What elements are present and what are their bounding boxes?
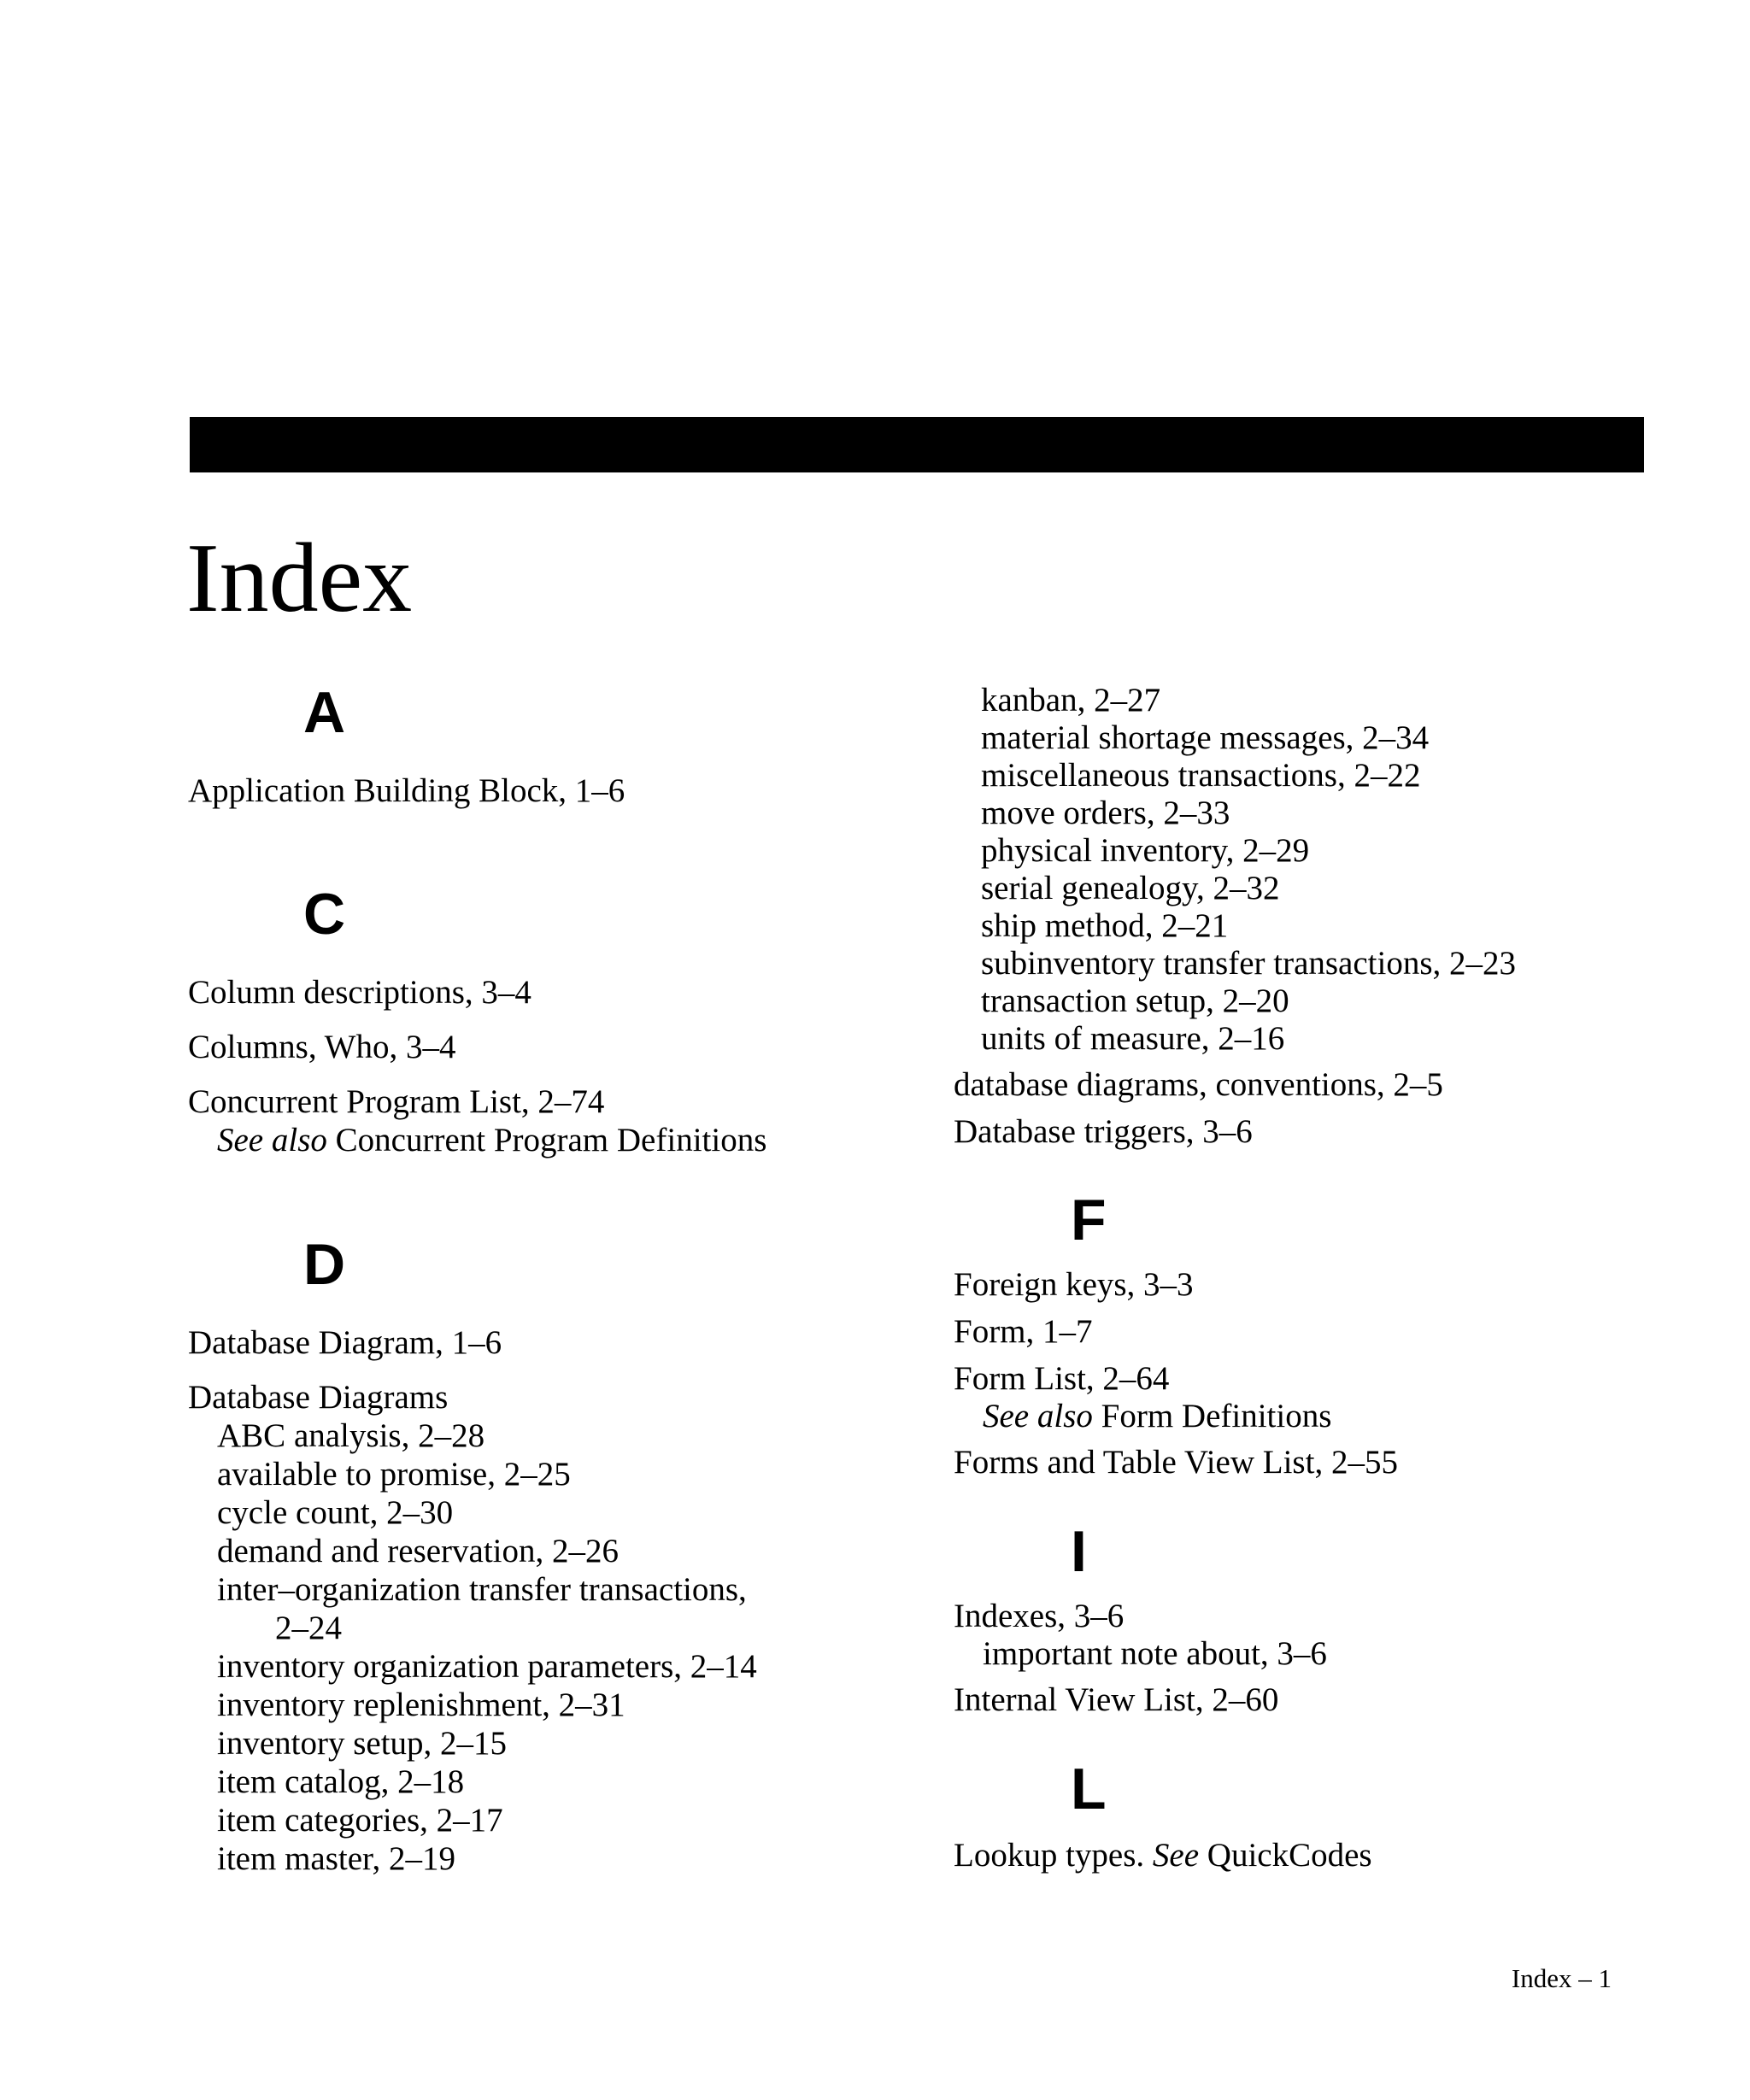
index-subentry: subinventory transfer transactions, 2–23 <box>981 945 1517 982</box>
section-letter-i: I <box>1071 1519 1087 1584</box>
page-title: Index <box>186 524 413 633</box>
index-entry: Forms and Table View List, 2–55 <box>954 1444 1398 1481</box>
index-entry: Database triggers, 3–6 <box>954 1113 1253 1150</box>
index-entry: Form, 1–7 <box>954 1313 1093 1350</box>
index-entry: Concurrent Program List, 2–74 <box>188 1083 605 1120</box>
header-rule <box>190 417 1644 472</box>
index-entry: Column descriptions, 3–4 <box>188 974 531 1011</box>
index-subentry: item categories, 2–17 <box>217 1802 503 1839</box>
index-subentry: inventory replenishment, 2–31 <box>217 1686 625 1723</box>
section-letter-a: A <box>303 680 346 745</box>
index-entry: Indexes, 3–6 <box>954 1598 1125 1634</box>
section-letter-c: C <box>303 882 346 947</box>
index-subentry: material shortage messages, 2–34 <box>981 719 1430 756</box>
index-subentry: available to promise, 2–25 <box>217 1456 571 1493</box>
index-subentry: inventory setup, 2–15 <box>217 1725 508 1762</box>
see-also-entry <box>983 1398 1331 1435</box>
index-subentry-continuation: 2–24 <box>275 1610 342 1646</box>
index-entry: Form List, 2–64 <box>954 1360 1170 1397</box>
section-letter-l: L <box>1071 1757 1107 1821</box>
see-also-entry <box>217 1122 766 1159</box>
index-subentry: item master, 2–19 <box>217 1840 455 1877</box>
see-also-target: Concurrent Program Definitions <box>326 1122 767 1159</box>
index-subentry: physical inventory, 2–29 <box>981 832 1310 869</box>
index-subentry: move orders, 2–33 <box>981 795 1230 831</box>
index-subentry: item catalog, 2–18 <box>217 1763 465 1800</box>
section-letter-f: F <box>1071 1188 1107 1252</box>
index-entry: Database Diagram, 1–6 <box>188 1324 502 1361</box>
see-also-target: Form Definitions <box>1092 1398 1332 1434</box>
section-letter-d: D <box>303 1232 346 1297</box>
index-entry: Application Building Block, 1–6 <box>188 772 625 809</box>
index-subentry: transaction setup, 2–20 <box>981 983 1289 1019</box>
index-entry: database diagrams, conventions, 2–5 <box>954 1066 1443 1103</box>
index-subentry: demand and reservation, 2–26 <box>217 1533 620 1569</box>
index-entry <box>954 1837 1372 1874</box>
index-subentry: inventory organization parameters, 2–14 <box>217 1648 757 1685</box>
index-subentry: important note about, 3–6 <box>983 1635 1327 1672</box>
page-footer: Index – 1 <box>1511 1963 1612 1993</box>
index-entry: Foreign keys, 3–3 <box>954 1266 1194 1303</box>
index-subentry: serial genealogy, 2–32 <box>981 870 1280 906</box>
index-entry: Columns, Who, 3–4 <box>188 1029 456 1065</box>
index-entry: Internal View List, 2–60 <box>954 1681 1279 1718</box>
index-subentry: ship method, 2–21 <box>981 907 1229 944</box>
see-also-label: See also <box>983 1398 1093 1434</box>
index-entry: Database Diagrams <box>188 1379 449 1416</box>
see-target: QuickCodes <box>1199 1837 1372 1874</box>
index-subentry: cycle count, 2–30 <box>217 1494 454 1531</box>
index-subentry: inter–organization transfer transactions, <box>217 1571 747 1608</box>
index-subentry: miscellaneous transactions, 2–22 <box>981 757 1421 794</box>
index-subentry: ABC analysis, 2–28 <box>217 1417 485 1454</box>
see-label: See <box>1152 1837 1200 1874</box>
entry-text: Lookup types. <box>954 1837 1153 1874</box>
index-subentry: units of measure, 2–16 <box>981 1020 1285 1057</box>
index-subentry: kanban, 2–27 <box>981 682 1161 719</box>
see-also-label: See also <box>217 1122 327 1159</box>
